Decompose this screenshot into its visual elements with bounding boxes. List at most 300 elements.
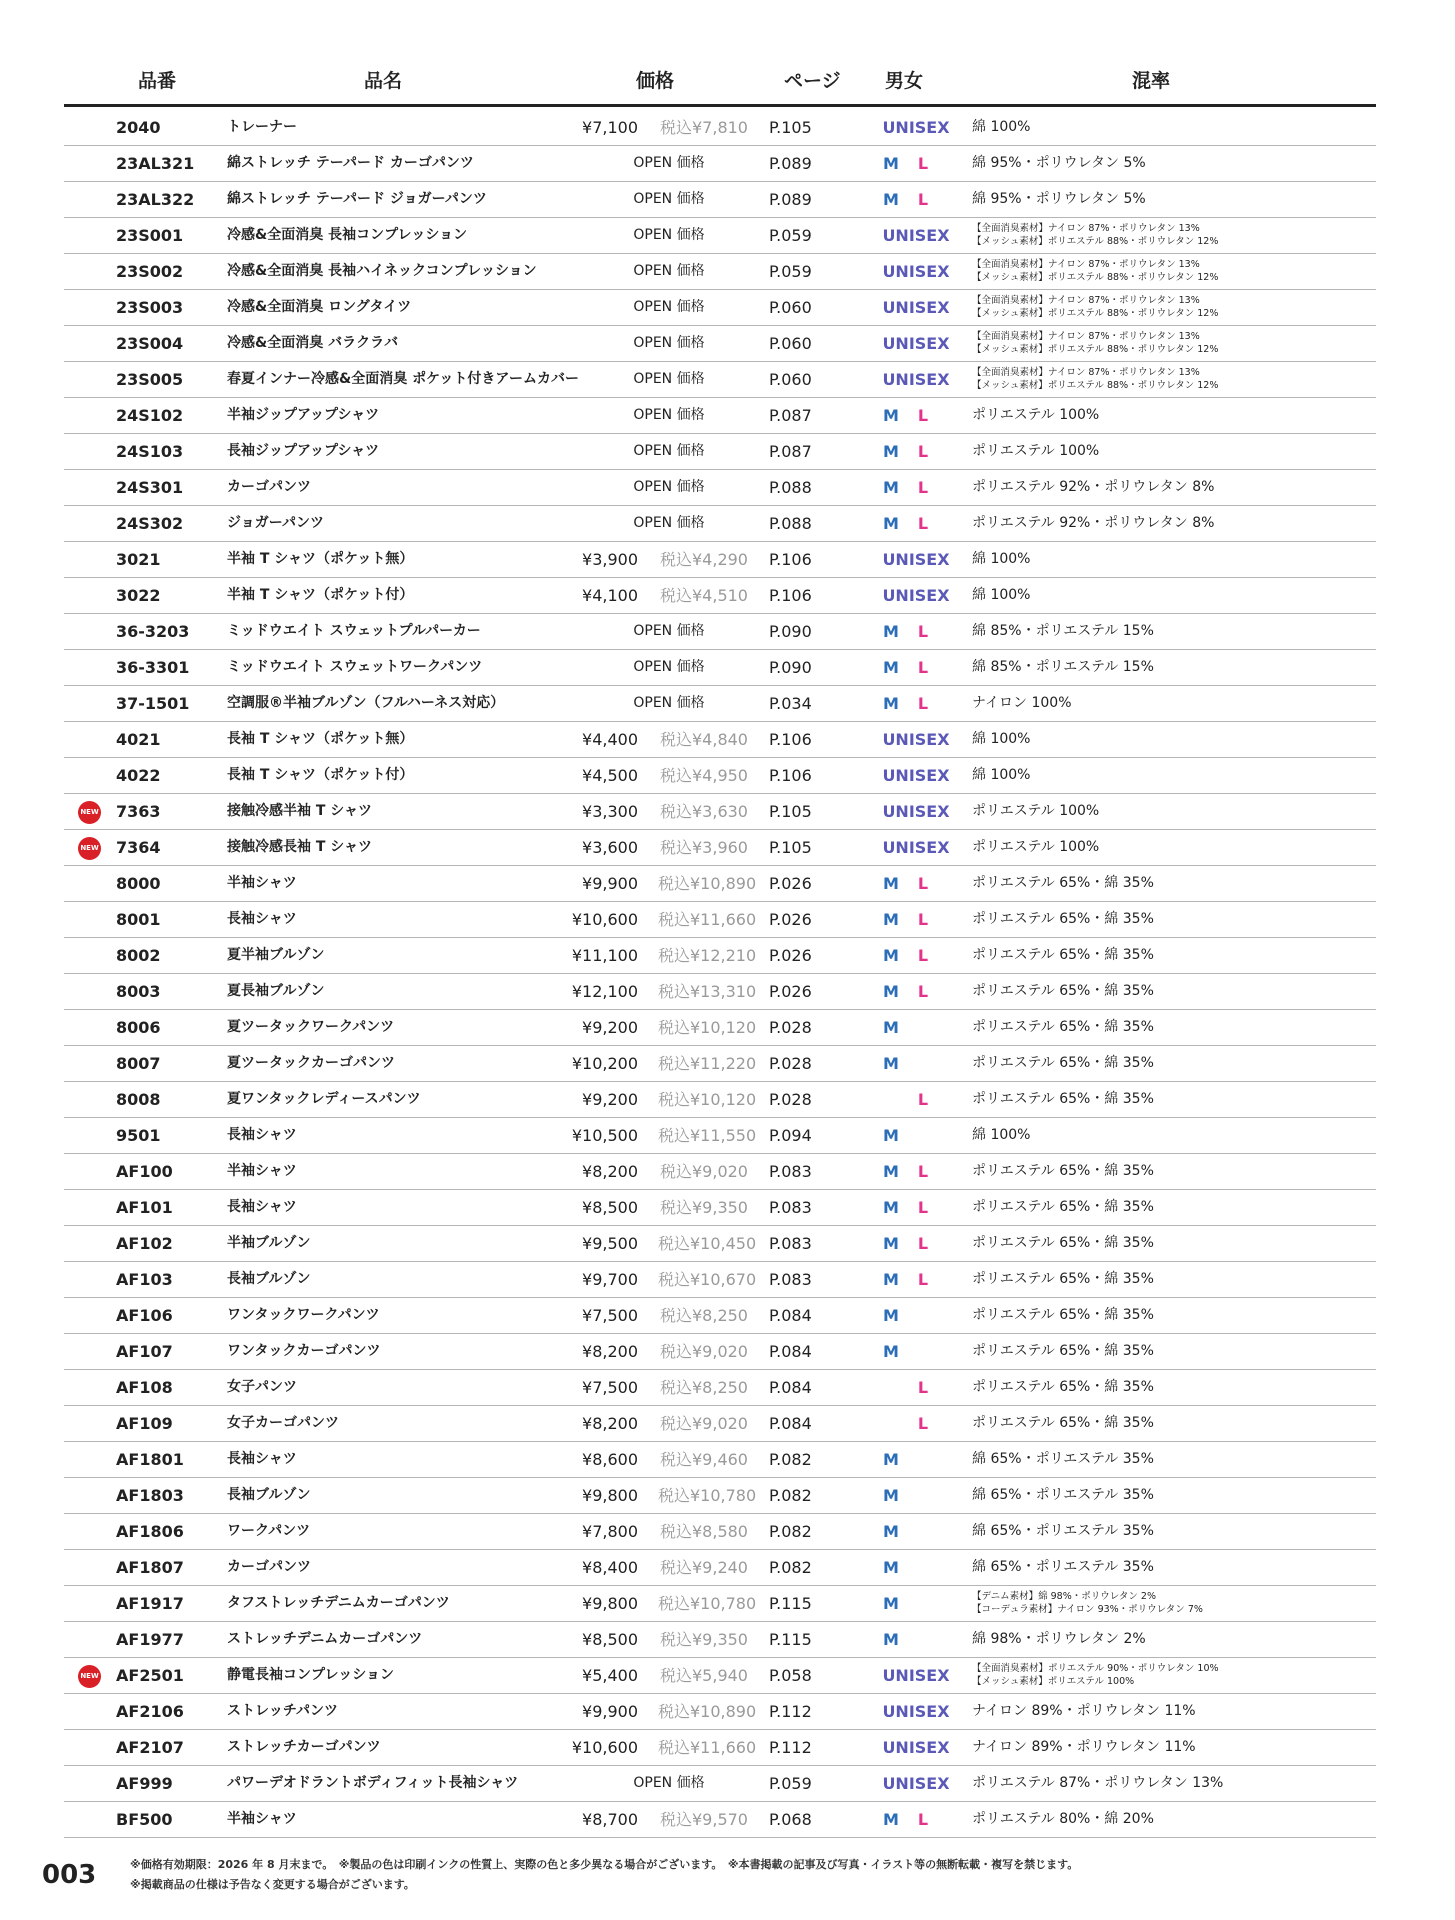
tax-included-price: 税込¥9,350 <box>660 1198 748 1217</box>
header-page: ページ <box>784 70 841 92</box>
product-code: 8000 <box>116 874 161 893</box>
table-row <box>64 146 1376 182</box>
product-code: 23S004 <box>116 334 184 353</box>
price: ¥7,500 <box>582 1378 638 1397</box>
product-code: 8006 <box>116 1018 161 1037</box>
gender-male: M <box>883 658 899 677</box>
price: ¥10,600 <box>571 910 638 929</box>
product-name: ミッドウエイト スウェットプルパーカー <box>227 623 481 639</box>
material-line: 【メッシュ素材】ポリエステル 88%・ポリウレタン 12% <box>972 236 1219 247</box>
table-row <box>64 1766 1376 1802</box>
gender-female: L <box>917 154 929 173</box>
page-ref: P.106 <box>769 550 812 569</box>
tax-included-price: 税込¥8,250 <box>660 1306 748 1325</box>
tax-included-price: 税込¥12,210 <box>658 946 757 965</box>
gender-male: M <box>883 622 899 641</box>
product-name: 半袖 T シャツ（ポケット無） <box>227 551 414 567</box>
tax-included-price: 税込¥11,660 <box>658 910 757 929</box>
price: ¥8,200 <box>582 1342 638 1361</box>
product-code: 23S002 <box>116 262 184 281</box>
product-name: タフストレッチデニムカーゴパンツ <box>227 1595 450 1611</box>
product-code: AF1977 <box>116 1630 184 1649</box>
tax-included-price: 税込¥10,120 <box>658 1090 757 1109</box>
table-row <box>64 1694 1376 1730</box>
page-ref: P.060 <box>769 298 812 317</box>
material-line: 【メッシュ素材】ポリエステル 88%・ポリウレタン 12% <box>972 344 1219 355</box>
gender-unisex: UNISEX <box>882 118 950 137</box>
product-name: 静電長袖コンプレッション <box>227 1667 395 1683</box>
price: ¥9,900 <box>582 874 638 893</box>
material-composition: 綿 98%・ポリウレタン 2% <box>972 1631 1146 1647</box>
table-row <box>64 650 1376 686</box>
material-line: 【デニム素材】綿 98%・ポリウレタン 2% <box>972 1591 1156 1602</box>
product-code: 23S005 <box>116 370 184 389</box>
page-ref: P.028 <box>769 1018 812 1037</box>
tax-included-price: 税込¥10,450 <box>658 1234 757 1253</box>
product-name: 半袖シャツ <box>227 1163 297 1179</box>
gender-unisex: UNISEX <box>882 226 950 245</box>
gender-unisex: UNISEX <box>882 298 950 317</box>
product-code: AF102 <box>116 1234 173 1253</box>
gender-female: L <box>917 1270 929 1289</box>
material-line: 【全面消臭素材】ナイロン 87%・ポリウレタン 13% <box>972 331 1200 342</box>
footnotes <box>130 1855 1078 1895</box>
material-composition <box>972 362 1218 401</box>
tax-included-price: 税込¥9,020 <box>660 1162 748 1181</box>
product-name: 半袖シャツ <box>227 1811 297 1827</box>
gender-unisex: UNISEX <box>882 1774 950 1793</box>
product-name: ミッドウエイト スウェットワークパンツ <box>227 659 483 675</box>
tax-included-price: 税込¥3,630 <box>660 802 748 821</box>
gender-female: L <box>917 406 929 425</box>
product-name: 長袖シャツ <box>227 911 297 927</box>
table-row <box>64 1658 1376 1694</box>
tax-included-price: 税込¥9,350 <box>660 1630 748 1649</box>
table-row <box>64 866 1376 902</box>
product-name: 長袖シャツ <box>227 1127 297 1143</box>
gender-unisex: UNISEX <box>882 802 950 821</box>
material-composition: ポリエステル 65%・綿 35% <box>972 1019 1154 1035</box>
page-ref: P.088 <box>769 514 812 533</box>
table-row <box>64 182 1376 218</box>
gender-male: M <box>883 1522 899 1541</box>
tax-included-price: 税込¥4,950 <box>660 766 748 785</box>
product-name: 春夏インナー冷感&全面消臭 ポケット付きアームカバー <box>227 371 579 387</box>
table-row <box>64 542 1376 578</box>
material-composition: ポリエステル 65%・綿 35% <box>972 1415 1154 1431</box>
material-composition: 綿 85%・ポリエステル 15% <box>972 659 1154 675</box>
gender-female: L <box>917 874 929 893</box>
gender-unisex: UNISEX <box>882 550 950 569</box>
table-row <box>64 1190 1376 1226</box>
table-header <box>64 58 1376 107</box>
product-code: AF1807 <box>116 1558 184 1577</box>
new-badge: NEW <box>78 837 101 860</box>
table-row <box>64 362 1376 398</box>
material-composition: 綿 100% <box>972 731 1031 747</box>
tax-included-price: 税込¥11,550 <box>658 1126 757 1145</box>
product-code: 36-3203 <box>116 622 190 641</box>
tax-included-price: 税込¥10,890 <box>658 1702 757 1721</box>
gender-male: M <box>883 1594 899 1613</box>
page-ref: P.090 <box>769 622 812 641</box>
product-code: 23S001 <box>116 226 184 245</box>
gender-female: L <box>917 910 929 929</box>
table-row <box>64 254 1376 290</box>
product-name: ワンタックカーゴパンツ <box>227 1343 381 1359</box>
open-price: OPEN 価格 <box>633 263 705 279</box>
page-ref: P.083 <box>769 1198 812 1217</box>
product-name: 半袖ジップアップシャツ <box>227 407 380 423</box>
price: ¥9,800 <box>582 1594 638 1613</box>
page-ref: P.068 <box>769 1810 812 1829</box>
product-code: 2040 <box>116 118 161 137</box>
material-composition: 綿 100% <box>972 1127 1031 1143</box>
material-composition <box>972 1658 1219 1697</box>
open-price: OPEN 価格 <box>633 659 705 675</box>
page-ref: P.026 <box>769 982 812 1001</box>
page-ref: P.084 <box>769 1342 812 1361</box>
table-row <box>64 1334 1376 1370</box>
page-ref: P.058 <box>769 1666 812 1685</box>
page-ref: P.106 <box>769 586 812 605</box>
product-code: 4021 <box>116 730 161 749</box>
product-code: AF1917 <box>116 1594 184 1613</box>
page-ref: P.028 <box>769 1054 812 1073</box>
table-row <box>64 902 1376 938</box>
table-row <box>64 1478 1376 1514</box>
product-name: 空調服®半袖ブルゾン（フルハーネス対応） <box>227 695 505 711</box>
gender-male: M <box>883 910 899 929</box>
page-ref: P.083 <box>769 1162 812 1181</box>
page-ref: P.112 <box>769 1702 812 1721</box>
price: ¥7,800 <box>582 1522 638 1541</box>
product-name: 女子パンツ <box>227 1379 297 1395</box>
page-ref: P.082 <box>769 1450 812 1469</box>
material-composition: ナイロン 89%・ポリウレタン 11% <box>972 1739 1196 1755</box>
price: ¥9,500 <box>582 1234 638 1253</box>
page-ref: P.059 <box>769 226 812 245</box>
price: ¥3,600 <box>582 838 638 857</box>
page-ref: P.082 <box>769 1558 812 1577</box>
product-code: AF108 <box>116 1378 173 1397</box>
open-price: OPEN 価格 <box>633 695 705 711</box>
gender-male: M <box>883 874 899 893</box>
table-row <box>64 1046 1376 1082</box>
gender-male: M <box>883 1486 899 1505</box>
tax-included-price: 税込¥9,020 <box>660 1342 748 1361</box>
open-price: OPEN 価格 <box>633 191 705 207</box>
material-composition: ナイロン 100% <box>972 695 1072 711</box>
page-ref: P.106 <box>769 766 812 785</box>
material-composition: 綿 100% <box>972 587 1031 603</box>
price: ¥4,100 <box>582 586 638 605</box>
tax-included-price: 税込¥11,220 <box>658 1054 757 1073</box>
gender-unisex: UNISEX <box>882 370 950 389</box>
table-row <box>64 614 1376 650</box>
page-ref: P.106 <box>769 730 812 749</box>
material-composition: ポリエステル 80%・綿 20% <box>972 1811 1154 1827</box>
product-name: ワンタックワークパンツ <box>227 1307 380 1323</box>
page-ref: P.026 <box>769 910 812 929</box>
page-ref: P.084 <box>769 1306 812 1325</box>
gender-female: L <box>917 478 929 497</box>
tax-included-price: 税込¥10,890 <box>658 874 757 893</box>
gender-female: L <box>917 622 929 641</box>
gender-female: L <box>917 1234 929 1253</box>
gender-female: L <box>917 1090 929 1109</box>
page-number: 003 <box>42 1860 97 1890</box>
product-name: 長袖ブルゾン <box>227 1487 311 1503</box>
gender-male: M <box>883 1198 899 1217</box>
material-line: 【メッシュ素材】ポリエステル 88%・ポリウレタン 12% <box>972 380 1219 391</box>
table-row <box>64 290 1376 326</box>
product-code: 8001 <box>116 910 161 929</box>
gender-unisex: UNISEX <box>882 766 950 785</box>
gender-female: L <box>917 1810 929 1829</box>
table-row <box>64 686 1376 722</box>
gender-male: M <box>883 1054 899 1073</box>
product-name: ワークパンツ <box>227 1523 311 1539</box>
product-code: 24S301 <box>116 478 184 497</box>
gender-unisex: UNISEX <box>882 1666 950 1685</box>
product-code: AF103 <box>116 1270 173 1289</box>
gender-male: M <box>883 406 899 425</box>
gender-male: M <box>883 1306 899 1325</box>
page-ref: P.026 <box>769 946 812 965</box>
material-line: 【メッシュ素材】ポリエステル 100% <box>972 1676 1135 1687</box>
material-composition: 綿 100% <box>972 551 1031 567</box>
gender-unisex: UNISEX <box>882 1738 950 1757</box>
material-composition <box>972 254 1218 293</box>
new-badge: NEW <box>78 801 101 824</box>
product-name: トレーナー <box>227 119 297 135</box>
product-code: AF2106 <box>116 1702 184 1721</box>
gender-male: M <box>883 946 899 965</box>
material-composition: ポリエステル 65%・綿 35% <box>972 1379 1154 1395</box>
open-price: OPEN 価格 <box>633 443 705 459</box>
product-name: 夏ワンタックレディースパンツ <box>227 1091 421 1107</box>
price: ¥8,500 <box>582 1630 638 1649</box>
material-composition: ポリエステル 65%・綿 35% <box>972 1343 1154 1359</box>
price: ¥8,200 <box>582 1414 638 1433</box>
header-code: 品番 <box>138 70 177 92</box>
gender-male: M <box>883 1018 899 1037</box>
product-name: 夏ツータックカーゴパンツ <box>227 1055 395 1071</box>
gender-male: M <box>883 190 899 209</box>
material-composition: ポリエステル 100% <box>972 443 1100 459</box>
tax-included-price: 税込¥8,250 <box>660 1378 748 1397</box>
open-price: OPEN 価格 <box>633 227 705 243</box>
page-ref: P.115 <box>769 1594 812 1613</box>
material-line: 【全面消臭素材】ナイロン 87%・ポリウレタン 13% <box>972 223 1200 234</box>
table-row <box>64 398 1376 434</box>
tax-included-price: 税込¥4,510 <box>660 586 748 605</box>
price: ¥10,200 <box>571 1054 638 1073</box>
product-code: 7363 <box>116 802 161 821</box>
tax-included-price: 税込¥8,580 <box>660 1522 748 1541</box>
table-row <box>64 1406 1376 1442</box>
open-price: OPEN 価格 <box>633 407 705 423</box>
gender-male: M <box>883 1630 899 1649</box>
table-row <box>64 326 1376 362</box>
table-row <box>64 1226 1376 1262</box>
material-composition: ポリエステル 92%・ポリウレタン 8% <box>972 479 1215 495</box>
table-row <box>64 110 1376 146</box>
product-name: ストレッチカーゴパンツ <box>227 1739 381 1755</box>
gender-male: M <box>883 1342 899 1361</box>
product-code: 24S302 <box>116 514 184 533</box>
material-composition: 綿 65%・ポリエステル 35% <box>972 1487 1154 1503</box>
tax-included-price: 税込¥11,660 <box>658 1738 757 1757</box>
material-composition: ナイロン 89%・ポリウレタン 11% <box>972 1703 1196 1719</box>
price: ¥10,500 <box>571 1126 638 1145</box>
material-line: 【コーデュラ素材】ナイロン 93%・ポリウレタン 7% <box>972 1604 1203 1615</box>
product-name: 綿ストレッチ テーパード カーゴパンツ <box>227 155 474 171</box>
new-badge: NEW <box>78 1665 101 1688</box>
material-composition: 綿 95%・ポリウレタン 5% <box>972 155 1146 171</box>
price: ¥5,400 <box>582 1666 638 1685</box>
material-composition: ポリエステル 65%・綿 35% <box>972 1055 1154 1071</box>
open-price: OPEN 価格 <box>633 155 705 171</box>
material-composition: ポリエステル 65%・綿 35% <box>972 1235 1154 1251</box>
table-row <box>64 1730 1376 1766</box>
gender-unisex: UNISEX <box>882 262 950 281</box>
gender-male: M <box>883 1234 899 1253</box>
material-composition: 綿 100% <box>972 767 1031 783</box>
price: ¥3,900 <box>582 550 638 569</box>
product-name: カーゴパンツ <box>227 479 311 495</box>
price: ¥9,700 <box>582 1270 638 1289</box>
product-code: 8007 <box>116 1054 161 1073</box>
product-code: 7364 <box>116 838 161 857</box>
table-row <box>64 1802 1376 1838</box>
open-price: OPEN 価格 <box>633 479 705 495</box>
product-name: 冷感&全面消臭 長袖コンプレッション <box>227 227 468 243</box>
material-composition <box>972 290 1218 329</box>
gender-female: L <box>917 190 929 209</box>
gender-male: M <box>883 1270 899 1289</box>
page-ref: P.082 <box>769 1486 812 1505</box>
gender-male: M <box>883 514 899 533</box>
product-name: 接触冷感長袖 T シャツ <box>227 839 373 855</box>
product-name: 夏ツータックワークパンツ <box>227 1019 395 1035</box>
tax-included-price: 税込¥9,570 <box>660 1810 748 1829</box>
tax-included-price: 税込¥10,670 <box>658 1270 757 1289</box>
page-ref: P.060 <box>769 370 812 389</box>
product-name: 長袖 T シャツ（ポケット付） <box>227 767 414 783</box>
product-name: ストレッチデニムカーゴパンツ <box>227 1631 423 1647</box>
page-ref: P.084 <box>769 1378 812 1397</box>
product-code: 24S102 <box>116 406 184 425</box>
product-code: 8002 <box>116 946 161 965</box>
tax-included-price: 税込¥4,840 <box>660 730 748 749</box>
gender-female: L <box>917 1162 929 1181</box>
material-line: 【全面消臭素材】ナイロン 87%・ポリウレタン 13% <box>972 295 1200 306</box>
tax-included-price: 税込¥9,020 <box>660 1414 748 1433</box>
material-composition: ポリエステル 100% <box>972 803 1100 819</box>
page-ref: P.088 <box>769 478 812 497</box>
material-composition: ポリエステル 65%・綿 35% <box>972 1091 1154 1107</box>
table-row <box>64 794 1376 830</box>
page-ref: P.089 <box>769 190 812 209</box>
product-code: 36-3301 <box>116 658 190 677</box>
product-code: AF109 <box>116 1414 173 1433</box>
table-row <box>64 1082 1376 1118</box>
product-code: 3021 <box>116 550 161 569</box>
table-row <box>64 1262 1376 1298</box>
product-name: 長袖ジップアップシャツ <box>227 443 380 459</box>
table-row <box>64 758 1376 794</box>
gender-male: M <box>883 982 899 1001</box>
gender-female: L <box>917 514 929 533</box>
product-code: 3022 <box>116 586 161 605</box>
table-row <box>64 434 1376 470</box>
table-row <box>64 1010 1376 1046</box>
table-row <box>64 1154 1376 1190</box>
page-ref: P.105 <box>769 838 812 857</box>
footnote-1: ※価格有効期限：2026 年 8 月末まで。 ※製品の色は印刷インクの性質上、実際の色と多少異なる場合がございます。 ※本書掲載の記事及び写真・イラスト等の無断転載・複写を禁じます。 <box>130 1858 1079 1871</box>
header-gender: 男女 <box>885 70 924 92</box>
footnote-2: ※掲載商品の仕様は予告なく変更する場合がございます。 <box>130 1878 415 1891</box>
gender-female: L <box>917 1414 929 1433</box>
product-code: AF999 <box>116 1774 173 1793</box>
price: ¥8,600 <box>582 1450 638 1469</box>
product-name: 冷感&全面消臭 長袖ハイネックコンプレッション <box>227 263 537 279</box>
tax-included-price: 税込¥9,460 <box>660 1450 748 1469</box>
gender-male: M <box>883 442 899 461</box>
price: ¥12,100 <box>571 982 638 1001</box>
table-row <box>64 578 1376 614</box>
price: ¥9,800 <box>582 1486 638 1505</box>
price: ¥7,100 <box>582 118 638 137</box>
product-name: 長袖 T シャツ（ポケット無） <box>227 731 414 747</box>
product-code: AF2107 <box>116 1738 184 1757</box>
product-code: AF1801 <box>116 1450 184 1469</box>
gender-female: L <box>917 946 929 965</box>
product-name: 半袖 T シャツ（ポケット付） <box>227 587 414 603</box>
table-row <box>64 1550 1376 1586</box>
product-code: 23AL321 <box>116 154 195 173</box>
price: ¥3,300 <box>582 802 638 821</box>
material-composition <box>972 1586 1203 1625</box>
gender-unisex: UNISEX <box>882 586 950 605</box>
product-name: カーゴパンツ <box>227 1559 311 1575</box>
material-composition: ポリエステル 92%・ポリウレタン 8% <box>972 515 1215 531</box>
open-price: OPEN 価格 <box>633 515 705 531</box>
gender-male: M <box>883 1558 899 1577</box>
table-row <box>64 722 1376 758</box>
gender-unisex: UNISEX <box>882 334 950 353</box>
product-name: 長袖シャツ <box>227 1199 297 1215</box>
table-row <box>64 1586 1376 1622</box>
gender-male: M <box>883 154 899 173</box>
table-row <box>64 218 1376 254</box>
page-ref: P.090 <box>769 658 812 677</box>
product-code: 8003 <box>116 982 161 1001</box>
tax-included-price: 税込¥5,940 <box>660 1666 748 1685</box>
price: ¥4,400 <box>582 730 638 749</box>
product-name: ストレッチパンツ <box>227 1703 339 1719</box>
gender-male: M <box>883 694 899 713</box>
gender-male: M <box>883 1810 899 1829</box>
product-code: 9501 <box>116 1126 161 1145</box>
product-name: 長袖ブルゾン <box>227 1271 311 1287</box>
page-ref: P.028 <box>769 1090 812 1109</box>
material-composition: 綿 95%・ポリウレタン 5% <box>972 191 1146 207</box>
price: ¥7,500 <box>582 1306 638 1325</box>
material-composition: 綿 65%・ポリエステル 35% <box>972 1559 1154 1575</box>
